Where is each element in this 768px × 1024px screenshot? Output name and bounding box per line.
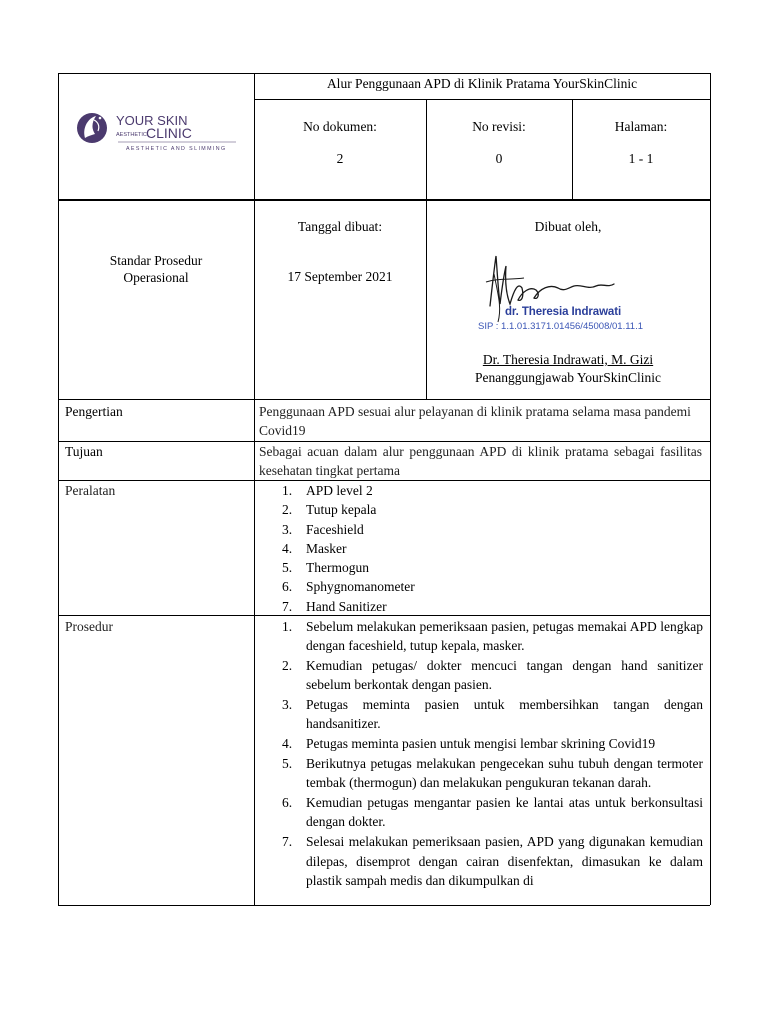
column-divider-main [254, 73, 255, 905]
list-item: 1. Sebelum melakukan pemeriksaan pasien, petugas memakai APD lengkap dengan faceshield, tutup kepala, masker. [282, 619, 703, 654]
dibuat-oleh-label: Dibuat oleh, [534, 219, 602, 234]
list-item: 4. Masker [282, 540, 347, 556]
list-item: 5. Berikutnya petugas melakukan pengecekan suhu tubuh dengan termoter tembak (thermogun) dan melakukan pengukuran tekanan darah. [282, 756, 703, 791]
list-item: 5. Thermogun [282, 560, 369, 576]
sop-label-line2: Operasional [123, 270, 189, 285]
logo-line2-big: CLINIC [146, 125, 192, 141]
list-item: 2. Kemudian petugas/ dokter mencuci tangan dengan hand sanitizer sebelum berkontak dengan pasien. [282, 658, 703, 693]
signature-stamp-sip: SIP : 1.1.01.3171.01456/45008/01.11.1 [478, 321, 643, 332]
table-border-right [710, 73, 711, 905]
list-item: 6. Sphygnomanometer [282, 579, 415, 595]
list-item: 7. Selesai melakukan pemeriksaan pasien, APD yang digunakan kemudian dilepas, disemprot dengan cairan disenfektan, dimasukan ke dalam plastik sampah medis dan dikumpulkan di [282, 834, 703, 888]
no-revisi-value: 0 [495, 151, 503, 166]
prosedur-list [258, 617, 703, 891]
table-border-bottom [58, 905, 710, 906]
tanggal-dibuat-label: Tanggal dibuat: [297, 219, 383, 234]
author-role: Penanggungjawab YourSkinClinic [474, 370, 661, 385]
list-item: 4. Petugas meminta pasien untuk mengisi lembar skrining Covid19 [282, 736, 656, 752]
document-title: Alur Penggunaan APD di Klinik Pratama YourSkinClinic [326, 76, 638, 91]
list-item: 6. Kemudian petugas mengantar pasien ke lantai atas untuk berkonsultasi dengan dokter. [282, 795, 703, 830]
pengertian-text: Penggunaan APD sesuai alur pelayanan di klinik pratama selama masa pandemi Covid19 [259, 404, 691, 438]
header-title-divider [254, 99, 710, 100]
logo-tagline: AESTHETIC AND SLIMMING [126, 146, 227, 152]
list-item: 2. Tutup kepala [282, 502, 377, 518]
list-item: 3. Faceshield [282, 521, 364, 537]
halaman-label: Halaman: [614, 119, 668, 134]
tanggal-dibuat-value: 17 September 2021 [287, 269, 393, 284]
no-dokumen-label: No dokumen: [303, 119, 377, 134]
peralatan-label: Peralatan [65, 483, 116, 498]
pengertian-label: Pengertian [65, 404, 123, 419]
row-divider-pengertian [58, 399, 710, 400]
sop-label-line1: Standar Prosedur [109, 253, 203, 268]
author-name: Dr. Theresia Indrawati, M. Gizi [482, 352, 654, 367]
logo-line2-small: AESTHETIC [116, 132, 147, 138]
peralatan-list [258, 481, 703, 616]
tujuan-label: Tujuan [65, 444, 103, 459]
logo-line1: YOUR SKIN [116, 113, 188, 128]
row-divider-sop [58, 200, 710, 201]
table-border-left [58, 73, 59, 905]
no-revisi-label: No revisi: [472, 119, 526, 134]
halaman-value: 1 - 1 [628, 151, 654, 166]
list-item: 3. Petugas meminta pasien untuk membersihkan tangan dengan handsanitizer. [282, 697, 703, 732]
prosedur-label: Prosedur [65, 619, 113, 634]
list-item: 7. Hand Sanitizer [282, 598, 387, 614]
yourskin-clinic-logo [70, 104, 240, 158]
tujuan-text: Sebagai acuan dalam alur penggunaan APD di klinik pratama sebagai fasilitas kesehatan tingkat pertama [259, 444, 702, 478]
signature-stamp-name: dr. Theresia Indrawati [505, 306, 622, 318]
list-item: 1. APD level 2 [282, 483, 373, 498]
no-dokumen-value: 2 [336, 151, 344, 166]
